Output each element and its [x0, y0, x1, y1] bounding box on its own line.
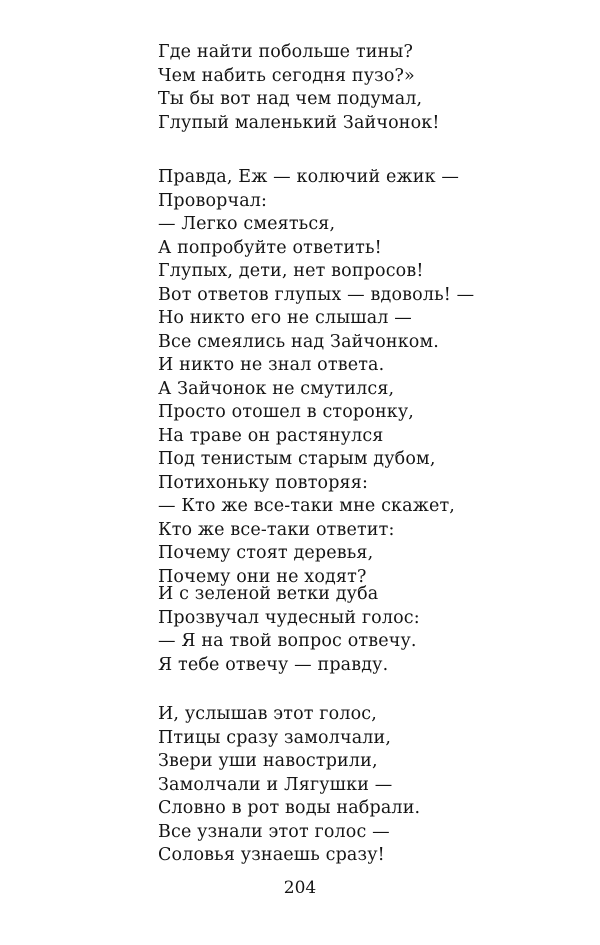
poem-line: Чем набить сегодня пузо?»	[158, 65, 415, 86]
poem-line: Ты бы вот над чем подумал,	[158, 89, 423, 109]
stanza-2	[158, 166, 474, 589]
poem-line: Вот ответов глупых — вдоволь! —	[158, 284, 475, 305]
poem-line: Почему стоят деревья,	[158, 543, 374, 563]
poem-line: Я тебе отвечу — правду.	[158, 654, 389, 675]
poem-line: Все узнали этот голос —	[158, 821, 390, 842]
stanza-1	[158, 41, 440, 135]
poem-line: — Я на твой вопрос отвечу.	[158, 631, 417, 651]
poem-line: Потихоньку повторяя:	[158, 472, 368, 493]
poem-line: Словно в рот воды набрали.	[158, 798, 421, 818]
poem-line: Соловья узнаешь сразу!	[158, 845, 385, 865]
poem-line: — Кто же все-таки мне скажет,	[158, 496, 456, 516]
poem-line: И никто не знал ответа.	[158, 355, 385, 375]
poem-line: И, услышав этот голос,	[158, 704, 377, 724]
poem-line: Птицы сразу замолчали,	[158, 727, 392, 748]
stanza-4	[158, 703, 420, 868]
poem-line: Но никто его не слышал —	[158, 308, 412, 328]
stanza-3	[158, 583, 420, 677]
poem-line: Проворчал:	[158, 190, 268, 211]
poem-line: Просто отошел в сторонку,	[158, 402, 415, 422]
poem-line: Почему они не ходят?	[158, 566, 367, 587]
poem-line: Прозвучал чудесный голос:	[158, 607, 420, 628]
poem-line: А попробуйте ответить!	[158, 237, 382, 258]
poem-line: — Легко смеяться,	[158, 214, 336, 234]
poem-line: Кто же все-таки ответит:	[158, 519, 395, 540]
poem-line: Звери уши навострили,	[158, 751, 378, 771]
poem-line: И с зеленой ветки дуба	[158, 584, 379, 604]
poem-line: Глупый маленький Зайчонок!	[158, 112, 440, 133]
page-number: 204	[283, 878, 317, 898]
poem-line: Глупых, дети, нет вопросов!	[158, 261, 424, 281]
poem-line: На траве он растянулся	[158, 425, 384, 446]
poem-line: А Зайчонок не смутился,	[158, 378, 395, 399]
poem-line: Правда, Еж — колючий ежик —	[158, 167, 460, 187]
poem-line: Все смеялись над Зайчонком.	[158, 331, 439, 352]
poem-line: Замолчали и Лягушки —	[158, 774, 393, 795]
poem-line: Где найти побольше тины?	[158, 42, 413, 62]
poem-line: Под тенистым старым дубом,	[158, 449, 436, 469]
